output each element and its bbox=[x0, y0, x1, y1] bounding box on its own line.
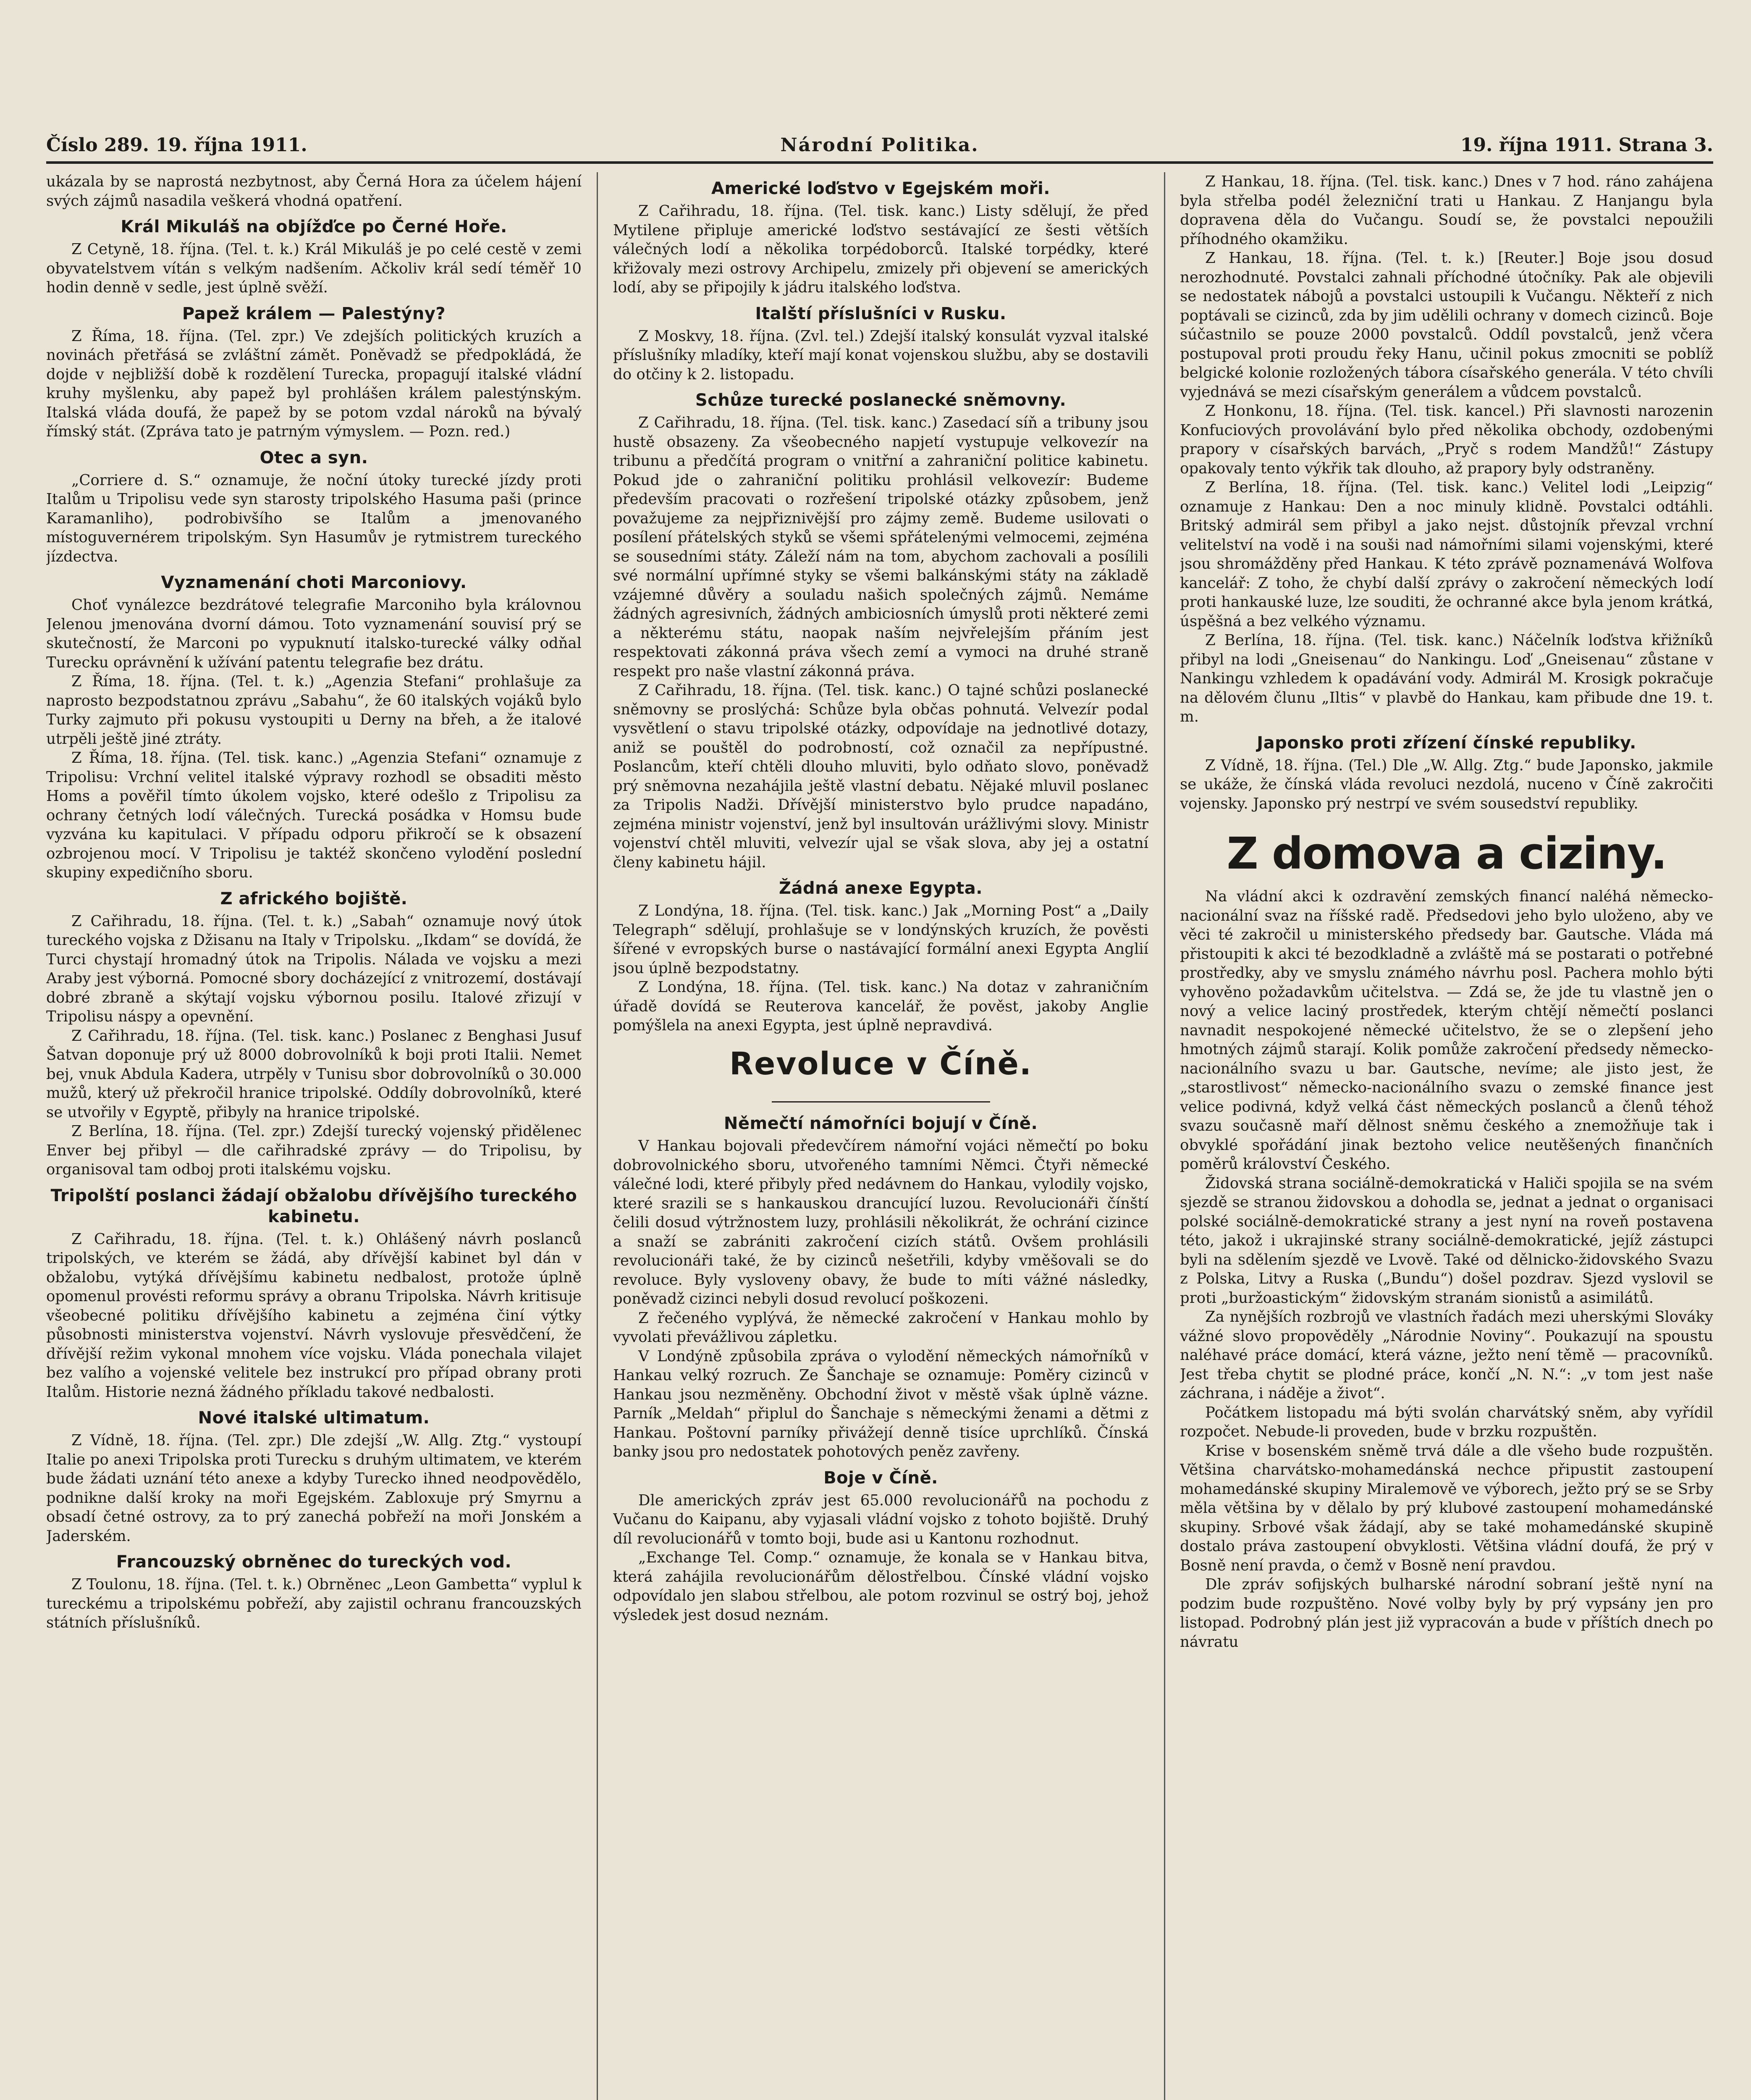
article-paragraph: V Londýně způsobila zpráva o vylodění německých námořníků v Hankau velký rozruch. Ze Šanchaje se oznamuje: Poměry cizinců v Hankau jsou nezměněny. Obchodní život v městě však úplně vázne. Parník „Meldah“ připlul do Šanchaje s německými ženami a dětmi z Hankau. Poštovní parníky přivážejí denně tisíce uprchlíků. Čínská banky jsou pro nedostatek pohotových peněz zavřeny. bbox=[613, 1347, 1148, 1460]
article-heading: Nové italské ultimatum. bbox=[198, 1408, 430, 1428]
article-heading: Vyznamenání choti Marconiovy. bbox=[161, 573, 467, 592]
column-1 bbox=[46, 172, 582, 2100]
article-heading: Otec a syn. bbox=[260, 448, 368, 467]
article-paragraph: Z Cařihradu, 18. října. (Tel. tisk. kanc.) Poslanec z Benghasi Jusuf Šatvan doponuje prý už 8000 dobrovolníků k boji proti Italii. Nemet bej, vnuk Abdula Kadera, utrpěly v Tunisu sbor dobrovolníků o 30.000 mužů, který už překročil hranice tripolské. Oddíly dobrovolníků, které se utvořily v Egyptě, přibyly na hranice tripolské. bbox=[46, 1027, 582, 1121]
article-paragraph: Dle zpráv sofijských bulharské národní sobraní ještě nyní na podzim bude rozpuštěno. Nové volby byly by prý vypsány jen pro listopad. Podrobný plán jest již vypracován a bude v příštích dnech po návratu bbox=[1180, 1576, 1713, 1651]
article-paragraph: Z Berlína, 18. října. (Tel. tisk. kanc.) Velitel lodi „Leipzig“ oznamuje z Hankau: Den a noc minuly klidně. Povstalci odtáhli. Britský admirál sem přibyl a jako nejst. důstojník převzal vrchní velitelství na vodě i na souši nad námořními silami vojenskými, které jsou shromážděny před Hankau. K této zprávě poznamenává Wolfova kancelář: Z toho, že chybí další zprávy o zakročení německých lodí proti hankauské luze, lze souditi, že ochranné akce byla jenom krátká, úspěšná a bez velkého významu. bbox=[1180, 479, 1713, 630]
column-divider bbox=[1164, 172, 1165, 2100]
article-paragraph: Z Hankau, 18. října. (Tel. tisk. kanc.) Dnes v 7 hod. ráno zahájena byla střelba podél železniční trati u Hankau. Z Hanjangu byla dopravena děla do Vučangu. Soudí se, že povstalci nepoužili příhodného okamžiku. bbox=[1180, 173, 1713, 248]
article-paragraph: Z Cařihradu, 18. října. (Tel. t. k.) „Sabah“ oznamuje nový útok tureckého vojska z Džisanu na Italy v Tripolsku. „Ikdam“ se dovídá, že Turci chystají hromadný útok na Tripolis. Nálada ve vojsku a mezi Araby jest výborná. Pomocné sbory docházející z vnitrozemí, dostávají dobré zbraně a skýtají vojsku výbornou posilu. Italové zřizují v Tripolisu náspy a opevnění. bbox=[46, 912, 582, 1025]
article-paragraph: Z Berlína, 18. října. (Tel. tisk. kanc.) Náčelník loďstva křižníků přibyl na lodi „Gneisenau“ do Nankingu. Loď „Gneisenau“ zůstane v Nankingu vzhledem k opadávání vody. Admirál M. Krosigk pokračuje na dělovém člunu „Iltis“ v plavbě do Hankau, kam přibude dne 19. t. m. bbox=[1180, 632, 1713, 725]
article-paragraph: Z Londýna, 18. října. (Tel. tisk. kanc.) Jak „Morning Post“ a „Daily Telegraph“ sdělují, prohlašuje se v londýnských kruzích, že pověsti šířené v evropských burse o nastávající formální anexi Egypta Anglií jsou úplně bezpodstatny. bbox=[613, 902, 1148, 977]
article-paragraph: Z Londýna, 18. října. (Tel. tisk. kanc.) Na dotaz v zahraničním úřadě dovídá se Reuterova kancelář, že pověst, jakoby Anglie pomýšlela na anexi Egypta, jest úplně nepravdivá. bbox=[613, 979, 1148, 1034]
running-header bbox=[46, 126, 1713, 164]
newspaper-page bbox=[46, 126, 1713, 2100]
article-heading: Žádná anexe Egypta. bbox=[779, 879, 983, 898]
article-paragraph: Za nynějších rozbrojů ve vlastních řadách mezi uherskými Slováky vážné slovo propověděly „Národnie Noviny“. Poukazují na spoustu naléhavé práce domácí, která vázne, ježto není těmě — pracovníků. Jest třeba chytit se plodné práce, končí „N. N.“: „v tom jest naše záchrana, i náděje a život“. bbox=[1180, 1308, 1713, 1402]
article-paragraph: Dle amerických zpráv jest 65.000 revolucionářů na pochodu z Vučanu do Kaipanu, aby vyjasali vládní vojsko z tohoto bojiště. Druhý díl revolucionářů v tomto boji, bude asi u Kantonu rozhodnut. bbox=[613, 1491, 1148, 1547]
section-underline bbox=[613, 1088, 1148, 1108]
article-paragraph: Z Říma, 18. října. (Tel. t. k.) „Agenzia Stefani“ prohlašuje za naprosto bezpodstatnou zprávu „Sabahu“, že 60 italských vojáků bylo Turky zajmuto při pokusu vystoupiti u Derny na břeh, a že italové utrpěli ještě jiné ztráty. bbox=[46, 673, 582, 748]
article-paragraph: Krise v bosenském sněmě trvá dále a dle všeho bude rozpuštěn. Většina charvátsko-mohamedánská nechce připustit zastoupení mohamedánské skupiny Miralemově ve výborech, ježto prý se se Srby měla většina by v dělalo by prý klubové zastoupení mohamedánské skupiny. Srbové však žádají, aby se také mohamedánské skupině dostalo práva zastoupení obvyklosti. Většina vládní doufá, že prý v Bosně není pravda, o čemž v Bosně není pravdou. bbox=[1180, 1442, 1713, 1574]
article-paragraph: Z Cařihradu, 18. října. (Tel. t. k.) Ohlášený návrh poslanců tripolských, ve kterém se žádá, aby dřívější kabinet byl dán v obžalobu, vytýká dřívějšímu kabinetu nedbalost, protože úplně opomenul provésti reformu správy a obranu Tripolska. Návrh kritisuje všeobecné politiku dřívějšího kabinetu a zejména činí výtky působnosti ministerstva vojenství. Návrh vyslovuje přesvědčení, že dřívější režim vykonal mnohem více vojsku. Vláda ponechala vilajet bez valího a vojenské velitele bez instrukcí pro případ obrany proti Italům. Historie nezná žádného příkladu takové nedbalosti. bbox=[46, 1230, 582, 1401]
article-paragraph: Z Říma, 18. října. (Tel. zpr.) Ve zdejších politických kruzích a novinách přetřásá se zvláštní zámět. Poněvadž se předpokládá, že dojde v nejbližší době k rozdělení Turecka, propagují italské vládní kruhy myšlenku, aby papež byl prohlášen králem palestýnským. Italská vláda doufá, že papež by se potom vzdal nároků na bývalý římský stát. (Zpráva tato je patrným výmyslem. — Pozn. red.) bbox=[46, 327, 582, 440]
article-paragraph: Z Cařihradu, 18. října. (Tel. tisk. kanc.) Zasedací síň a tribuny jsou hustě obsazeny. Za všeobecného napjetí vystupuje velkovezír na tribunu a předčítá program o vnitřní a zahraniční politice kabinetu. Pokud jde o zahraniční politiku prohlásil velkovezír: Budeme především pracovati o rozřešení tripolské otázky způsobem, jenž považujeme za nejpřiznivější pro zájmy země. Budeme usilovati o posílení přátelských styků se všemi spřátelenými velmocemi, zejména se sousedními státy. Záleží nám na tom, abychom zachovali a posílili své normální upřímné styky se všemi balkánskými státy na základě vzájemné důvěry a souladu našich společných zájmů. Nemáme žádných agresivních, žádných ambiciosních úmyslů proti některé zemi a některému státu, naopak naším nejvřelejším přáním jest respektovati zákonná práva všech zemí a vymoci na druhé straně respekt pro naše vlastní zákonná práva. bbox=[613, 414, 1148, 680]
article-paragraph: Z Toulonu, 18. října. (Tel. t. k.) Obrněnec „Leon Gambetta“ vyplul k tureckému a tripolskému pobřeží, aby zajistil ochranu francouzských státních příslušníků. bbox=[46, 1576, 582, 1631]
article-paragraph: Židovská strana sociálně-demokratická v Haliči spojila se na svém sjezdě se stranou židovskou a dohodla se, jednat a jednat o organisaci polské sociálně-demokratické strany a jest nyní na roveň postavena této, jakož i ukrajinské strany sociálně-demokratické, jejíž zástupci byli na sdělením sjezdě ve Lvově. Také od dělnicko-židovského Svazu z Polska, Litvy a Ruska („Bundu“) došel pozdrav. Sjezd vyslovil se proti „buržoastickým“ židovským stranám sionistů a asimilátů. bbox=[1180, 1174, 1713, 1307]
article-paragraph: Z Cařihradu, 18. října. (Tel. tisk. kanc.) Listy sdělují, že před Mytilene připluje americké loďstvo sestávající ze šesti větších válečných lodí a několika torpédoborců. Italské torpédky, které křižovaly mezi ostrovy Archipelu, zmizely při objevení se amerických lodí, aby se připojily k jádru italského loďstva. bbox=[613, 202, 1148, 296]
article-paragraph: „Corriere d. S.“ oznamuje, že noční útoky turecké jízdy proti Italům u Tripolisu vede syn starosty tripolského Hasuma paši (prince Karamanliho), podrobivšího se Italům a jmenovaného místoguvernérem tripolským. Syn Hasumův je rytmistrem tureckého jízdectva. bbox=[46, 471, 582, 565]
issue-number-date: Číslo 289. 19. října 1911. bbox=[46, 134, 307, 156]
article-paragraph: Z Říma, 18. října. (Tel. tisk. kanc.) „Agenzia Stefani“ oznamuje z Tripolisu: Vrchní velitel italské výpravy rozhodl se obsaditi město Homs a pověřil tímto úkolem vojsko, které odešlo z Tripolisu za ochrany četných lodí válečných. Turecká posádka v Homsu bude vyzvána ku kapitulaci. V případu odporu přikročí se k obsazení ozbrojenou mocí. V Tripolisu je taktéž skončeno vylodění poslední skupiny expedičního sboru. bbox=[46, 749, 582, 881]
section-heading: Revoluce v Číně. bbox=[729, 1045, 1032, 1082]
article-paragraph: Z Vídně, 18. října. (Tel.) Dle „W. Allg. Ztg.“ bude Japonsko, jakmile se ukáže, že čínská vláda revoluci nezdolá, nuceno v Číně zakročiti vojensky. Japonsko prý nestrpí ve svém sousedství republiky. bbox=[1180, 756, 1713, 812]
column-divider bbox=[597, 172, 598, 2100]
article-paragraph: Z Cařihradu, 18. října. (Tel. tisk. kanc.) O tajné schůzi poslanecké sněmovny se proslýchá: Schůze byla občas pohnutá. Velvezír podal vysvětlení o stavu tripolské otázky, odpovídaje na jednotlivé dotazy, aniž se pouštěl do podrobností, což označil za nepřípustné. Poslancům, kteří chtěli dlouho mluviti, bylo odňato slovo, poněvadž prý sněmovna nezahájila ještě vlastní debatu. Nějaké mluvil poslanec za Tripolis Nadži. Dřívější ministerstvo bylo prudce napadáno, zejména ministr vojenství, jenž byl insultován urážlivými slovy. Ministr vojenství chtěl mluviti, velvezír ujal se však slova, aby jej a ostatní členy kabinetu hájil. bbox=[613, 682, 1148, 871]
article-heading: Italští příslušníci v Rusku. bbox=[755, 304, 1007, 323]
article-heading: Americké loďstvo v Egejském moři. bbox=[711, 179, 1050, 198]
article-paragraph: Z Berlína, 18. října. (Tel. zpr.) Zdejší turecký vojenský přidělenec Enver bej přibyl — dle cařihradské zprávy — do Tripolisu, by organisoval tam odboj proti italskému vojsku. bbox=[46, 1123, 582, 1178]
article-paragraph: Z Honkonu, 18. října. (Tel. tisk. kancel.) Při slavnosti narozenin Konfuciových provolávání bylo před několika obchody, ozdobenými prapory v císařských barvách, „Pryč s rodem Mandžů!“ Zástupy opakovaly tento výkřik tak dlouho, až prapory byly odstraněny. bbox=[1180, 402, 1713, 477]
article-paragraph: Z řečeného vyplývá, že německé zakročení v Hankau mohlo by vyvolati převážlivou zápletku. bbox=[613, 1309, 1148, 1346]
article-paragraph: Choť vynálezce bezdrátové telegrafie Marconiho byla královnou Jelenou jmenována dvorní dámou. Toto vyznamenání souvisí prý se skutečností, že Marconi po vypuknutí italsko-turecké války odňal Turecku oprávnění k užívání patentu telegrafie bez drátu. bbox=[46, 596, 582, 671]
article-paragraph: V Hankau bojovali předevčírem námořní vojáci němečtí po boku dobrovolnického sboru, utvořeného tamními Němci. Čtyři německé válečné lodi, které přibyly před nedávnem do Hankau, vylodily vojsko, které srazili se s hankauskou drancující luzou. Revolucionáři čínští čelili dosud výtržnostem luzy, prohlásili několikrát, že ochrání cizince a snaží se zabrániti zakročení cizích států. Ovšem prohlásili revolucionáři také, že by cizinců nešetřili, kdyby vměšovali se do revoluce. Byly vysloveny obavy, že bude to míti vážné následky, poněvadž cizinci nebyli dosud revolucí poškozeni. bbox=[613, 1137, 1148, 1307]
article-heading: Boje v Číně. bbox=[823, 1468, 938, 1488]
article-heading: Japonsko proti zřízení čínské republiky. bbox=[1257, 733, 1636, 753]
article-paragraph: „Exchange Tel. Comp.“ oznamuje, že konala se v Hankau bitva, která zahájila revolucionářům dělostřelbou. Čínské vládní vojsko odpovídalo jen slabou střelbou, ale potom rozvinul se ostrý boj, jehož výsledek jest dosud neznám. bbox=[613, 1549, 1148, 1624]
article-paragraph: Z Cetyně, 18. října. (Tel. t. k.) Král Mikuláš je po celé cestě v zemi obyvatelstvem vítán s velkým nadšením. Ačkoliv král sedí téměř 10 hodin denně v sedle, jest úplně svěží. bbox=[46, 241, 582, 296]
article-heading: Papež králem — Palestýny? bbox=[182, 304, 446, 323]
article-heading: Němečtí námořníci bojují v Číně. bbox=[723, 1114, 1038, 1133]
article-paragraph: Z Moskvy, 18. října. (Zvl. tel.) Zdejší italský konsulát vyzval italské příslušníky mladíky, kteří mají konat vojenskou službu, aby se dostavili do otčiny k 2. listopadu. bbox=[613, 327, 1148, 383]
section-heading: Z domova a ciziny. bbox=[1227, 828, 1667, 879]
article-heading: Tripolští poslanci žádají obžalobu dřívějšího tureckého kabinetu. bbox=[50, 1186, 577, 1226]
article-paragraph: Na vládní akci k ozdravění zemských financí naléhá německo-nacionální svaz na říšské radě. Předsedovi jeho bylo uloženo, aby ve věci té zakročil u ministerského předsedy bar. Gautsche. Vláda má přistoupiti k akci té bezodkladně a zvláště má se postarati o potřebné prostředky, aby ve smyslu známého návrhu posl. Pachera mohlo býti vyhověno požadavkům učitelstva. — Zdá se, že jde tu vlastně jen o nový a velice laciný prostředek, kterým chtějí němečtí poslanci navnadit nespokojené německé učitelstvo, že se o zlepšení jeho hmotných zájmů starají. Kolik pomůže zakročení předsedy německo-nacionálního svazu u bar. Gautsche, nevíme; ale jisto jest, že „starostlivost“ německo-nacionálního svazu o zemské finance jest velice podivná, když velká část německých poslanců a členů téhož svazu současně maří dělnost sněmu českého a znemožňuje tak i obvyklé spořádání jinak beztoho velice neutěšených finančních poměrů království Českého. bbox=[1180, 888, 1713, 1173]
column-2 bbox=[613, 172, 1148, 2100]
date-page-number: 19. října 1911. Strana 3. bbox=[1460, 134, 1713, 156]
article-paragraph: Z Vídně, 18. října. (Tel. zpr.) Dle zdejší „W. Allg. Ztg.“ vystoupí Italie po anexi Tripolska proti Turecku s druhým ultimatem, ve kterém bude žádati uznání této anexe a kdyby Turecko ihned neodpovědělo, podnikne další kroky na moři Egejském. Zabloxuje prý Smyrnu a obsadí četné ostrovy, za to prý zanechá pobřeží na moři Jonském a Jaderském. bbox=[46, 1432, 582, 1545]
article-paragraph: Počátkem listopadu má býti svolán charvátský sněm, aby vyřídil rozpočet. Nebude-li proveden, bude v brzku rozpuštěn. bbox=[1180, 1404, 1713, 1440]
article-heading: Schůze turecké poslanecké sněmovny. bbox=[695, 391, 1067, 410]
article-paragraph: ukázala by se naprostá nezbytnost, aby Černá Hora za účelem hájení svých zájmů nasadila veškerá vhodná opatření. bbox=[46, 173, 582, 210]
header-rule bbox=[46, 161, 1713, 164]
masthead-title: Národní Politika. bbox=[780, 134, 979, 156]
article-heading: Z afrického bojiště. bbox=[220, 889, 408, 908]
article-heading: Francouzský obrněnec do tureckých vod. bbox=[116, 1552, 512, 1572]
article-paragraph: Z Hankau, 18. října. (Tel. t. k.) [Reuter.] Boje jsou dosud nerozhodnuté. Povstalci zahnali příchodné útočníky. Pak ale objevili se nedostatek nábojů a povstalci ustoupili k Vučangu. Někteří z nich poptávali se cizinců, zda by jim udělili ochrany v domech cizinců. Boje súčastnilo se pouze 2000 povstalců. Oddíl povstalců, jenž včera postupoval proti proudu řeky Hanu, učinil pokus zmocniti se poblíž belgické kolonie rozložených tábora císařského generála. V této chvíli vyjednává se mezi císařským generálem a vůdcem povstalců. bbox=[1180, 249, 1713, 401]
article-heading: Král Mikuláš na objížďce po Černé Hoře. bbox=[121, 217, 507, 236]
column-3 bbox=[1180, 172, 1713, 2100]
